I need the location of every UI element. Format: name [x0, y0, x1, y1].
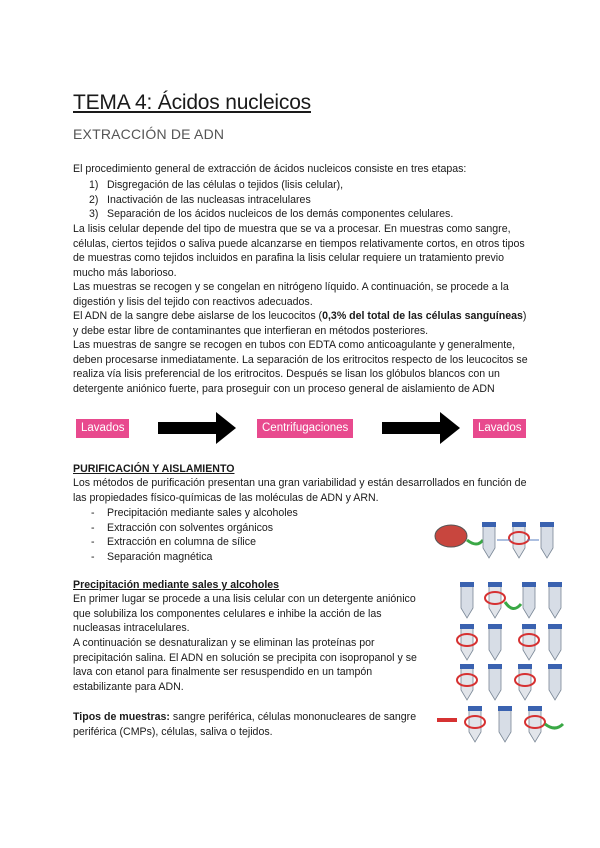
right-arrow-icon [158, 412, 238, 444]
step-text: Disgregación de las células o tejidos (lisis celular), [107, 179, 344, 191]
blood-sample-dish [435, 525, 467, 547]
samples-label: Tipos de muestras: [73, 711, 170, 723]
flow-step-centrifugation: Centrifugaciones [257, 419, 353, 438]
tube-icon [485, 582, 505, 618]
blood-highlight: 0,3% del total de las células sanguíneas [322, 310, 523, 322]
green-arrow-icon [467, 540, 483, 544]
tube-icon [457, 664, 477, 700]
precipitation-paragraph-2: A continuación se desnaturalizan y se eliminan las proteínas por precipitación salina. El ADN en solución se precipita con isopropanol y se lava con etanol para finalmente ser resuspendido en un tampón estabilizante para ADN. [73, 637, 417, 693]
tube-icon [525, 706, 545, 742]
tube-icon [540, 522, 554, 558]
tube-icon [457, 624, 477, 660]
methods-list [73, 506, 298, 564]
step-number: 1) [89, 179, 99, 191]
step-text: Inactivación de las nucleasas intracelulares [107, 193, 311, 206]
dna-extraction-diagram [433, 518, 573, 748]
tube-icon [488, 624, 502, 660]
list-item: - Separación magnética [73, 550, 298, 565]
list-item: - Extracción con solventes orgánicos [73, 521, 298, 536]
step-number: 2) [89, 193, 99, 206]
label-mark [437, 718, 457, 722]
section-subtitle: EXTRACCIÓN DE ADN [73, 126, 225, 142]
tube-icon [515, 664, 535, 700]
tube-icon [509, 522, 529, 558]
tube-icon [465, 706, 485, 742]
green-arrow-icon [545, 724, 563, 728]
samples-text: sangre periférica, células mononucleares de sangre periférica (CMPs), células, saliva o tejidos. [73, 711, 417, 738]
intro-paragraph: El procedimiento general de extracción de ácidos nucleicos consiste en tres etapas: [73, 163, 467, 175]
purification-heading: PURIFICACIÓN Y AISLAMIENTO [73, 463, 235, 475]
list-item: - Precipitación mediante sales y alcoholes [73, 506, 298, 521]
samples-paragraph [73, 710, 428, 739]
tube-icon [548, 624, 562, 660]
flow-step-washes-2: Lavados [473, 419, 526, 438]
steps-list [73, 178, 453, 222]
right-arrow-icon [382, 412, 462, 444]
page-title: TEMA 4: Ácidos nucleicos [73, 91, 311, 114]
precipitation-heading: Precipitación mediante sales y alcoholes [73, 579, 280, 591]
flow-step-washes-1: Lavados [76, 419, 129, 438]
list-item [73, 207, 453, 222]
blood-paragraph [73, 309, 533, 338]
purification-paragraph: Los métodos de purificación presentan una gran variabilidad y están desarrollados en función de las propiedades físico-químicas de las moléculas de ADN y ARN. [73, 477, 527, 504]
green-arrow-icon [505, 602, 521, 609]
process-flow [73, 412, 533, 444]
step-text: Separación de los ácidos nucleicos de los demás componentes celulares. [107, 208, 454, 221]
tube-icon [460, 582, 474, 618]
tube-icon [522, 582, 536, 618]
list-item: - Extracción en columna de sílice [73, 535, 298, 550]
step-number: 3) [89, 208, 99, 221]
tube-icon [548, 664, 562, 700]
tube-icon [482, 522, 496, 558]
tube-icon [488, 664, 502, 700]
tube-icon [498, 706, 512, 742]
blood-text-c: ) y debe estar libre de contaminantes que interfieran en métodos posteriores. [73, 310, 527, 337]
tube-icon [519, 624, 539, 660]
list-item [73, 178, 453, 193]
precipitation-paragraph-1: En primer lugar se procede a una lisis celular con un detergente aniónico que solubiliza los componentes celulares e inhibe la acción de las nucleasas intracelulares. [73, 593, 416, 635]
edta-paragraph: Las muestras de sangre se recogen en tubos con EDTA como anticoagulante y generalmente, deben procesarse inmediatamente. La separación de los eritrocitos respecto de los leucocitos se realiza vía lisis preferencial de los eritrocitos. Después se lisan los glóbulos blancos con un detergente aniónico fuerte, para proseguir con un proceso general de aislamiento de ADN [73, 339, 528, 395]
blood-text-a: El ADN de la sangre debe aislarse de los leucocitos ( [73, 310, 323, 322]
tube-icon [548, 582, 562, 618]
freeze-paragraph: Las muestras se recogen y se congelan en nitrógeno líquido. A continuación, se procede a la digestión y lisis del tejido con reactivos adecuados. [73, 281, 509, 308]
lysis-paragraph: La lisis celular depende del tipo de muestra que se va a procesar. En muestras como sangre, células, ciertos tejidos o saliva puede alcanzarse en tiempos relativamente cortos, en otros tipos de muestras como tejidos incluidos en parafina la lisis celular requiere un tratamiento previo mucho más laborioso. [73, 223, 525, 279]
list-item [73, 193, 453, 208]
